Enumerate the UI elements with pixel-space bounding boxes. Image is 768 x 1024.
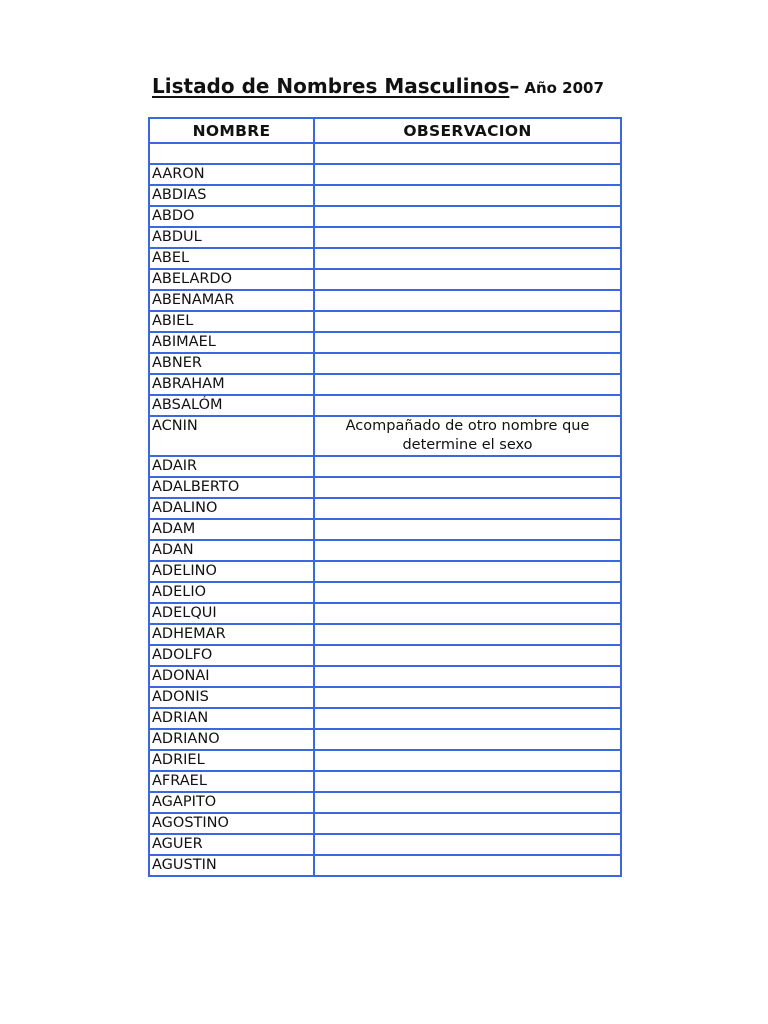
cell-nombre: ADAM [149,519,314,540]
cell-observacion [314,374,621,395]
cell-nombre: ADALINO [149,498,314,519]
table-row [149,206,621,227]
cell-nombre [149,143,314,164]
cell-observacion [314,582,621,603]
cell-nombre: AGOSTINO [149,813,314,834]
cell-nombre: AGUER [149,834,314,855]
table-row [149,729,621,750]
table-row [149,624,621,645]
cell-observacion [314,227,621,248]
year-label: Año 2007 [524,79,604,97]
cell-observacion [314,185,621,206]
table-row [149,143,621,164]
cell-observacion [314,624,621,645]
table-row [149,227,621,248]
table-row [149,332,621,353]
cell-nombre: ADAN [149,540,314,561]
cell-nombre: ABNER [149,353,314,374]
table-row [149,750,621,771]
table-row [149,582,621,603]
table-row [149,855,621,876]
table-row [149,498,621,519]
cell-observacion [314,519,621,540]
table-row [149,834,621,855]
header-observacion: OBSERVACION [314,118,621,143]
cell-nombre: ABDUL [149,227,314,248]
table-row [149,813,621,834]
cell-observacion [314,687,621,708]
cell-observacion [314,332,621,353]
table-row [149,416,621,456]
cell-observacion [314,477,621,498]
cell-nombre: ADONIS [149,687,314,708]
cell-observacion [314,561,621,582]
cell-observacion [314,603,621,624]
cell-observacion [314,311,621,332]
cell-observacion [314,269,621,290]
cell-nombre: ABEL [149,248,314,269]
table-row [149,792,621,813]
table-row [149,456,621,477]
cell-nombre: AARON [149,164,314,185]
table-row [149,311,621,332]
title-dash: – [509,74,520,98]
cell-observacion [314,708,621,729]
cell-nombre: ABDO [149,206,314,227]
cell-nombre: ADOLFO [149,645,314,666]
header-nombre: NOMBRE [149,118,314,143]
table-row [149,666,621,687]
cell-nombre: ABIMAEL [149,332,314,353]
cell-nombre: ABENAMAR [149,290,314,311]
cell-nombre: AFRAEL [149,771,314,792]
table-row [149,374,621,395]
cell-nombre: ABELARDO [149,269,314,290]
cell-nombre: ADRIEL [149,750,314,771]
cell-observacion: Acompañado de otro nombre que determine el sexo [314,416,621,456]
cell-observacion [314,666,621,687]
table-row [149,687,621,708]
cell-observacion [314,750,621,771]
cell-nombre: ACNIN [149,416,314,456]
table-row [149,395,621,416]
cell-nombre: AGUSTIN [149,855,314,876]
cell-observacion [314,206,621,227]
table-row [149,185,621,206]
table-row [149,353,621,374]
table-row [149,771,621,792]
cell-nombre: ADHEMAR [149,624,314,645]
table-row [149,164,621,185]
cell-nombre: ADRIANO [149,729,314,750]
cell-nombre: ADONAI [149,666,314,687]
table-row [149,645,621,666]
table-row [149,561,621,582]
names-table-body [149,143,621,876]
document-title-line [152,74,604,98]
cell-observacion [314,792,621,813]
table-row [149,269,621,290]
cell-observacion [314,771,621,792]
cell-observacion [314,834,621,855]
cell-nombre: ABIEL [149,311,314,332]
cell-observacion [314,395,621,416]
cell-nombre: ABSALÓM [149,395,314,416]
cell-nombre: AGAPITO [149,792,314,813]
cell-observacion [314,456,621,477]
cell-nombre: ABRAHAM [149,374,314,395]
cell-observacion [314,143,621,164]
cell-observacion [314,645,621,666]
cell-observacion [314,729,621,750]
cell-observacion [314,498,621,519]
table-row [149,519,621,540]
table-row [149,540,621,561]
cell-nombre: ABDIAS [149,185,314,206]
cell-observacion [314,290,621,311]
table-row [149,708,621,729]
cell-observacion [314,540,621,561]
table-row [149,477,621,498]
table-row [149,603,621,624]
table-header-row [149,118,621,143]
cell-nombre: ADALBERTO [149,477,314,498]
names-table [148,117,622,877]
cell-observacion [314,164,621,185]
cell-nombre: ADELINO [149,561,314,582]
cell-nombre: ADRIAN [149,708,314,729]
table-row [149,290,621,311]
cell-nombre: ADELQUI [149,603,314,624]
cell-observacion [314,353,621,374]
cell-nombre: ADAIR [149,456,314,477]
cell-observacion [314,813,621,834]
cell-observacion [314,248,621,269]
table-row [149,248,621,269]
cell-nombre: ADELIO [149,582,314,603]
document-title: Listado de Nombres Masculinos [152,74,510,98]
cell-observacion [314,855,621,876]
